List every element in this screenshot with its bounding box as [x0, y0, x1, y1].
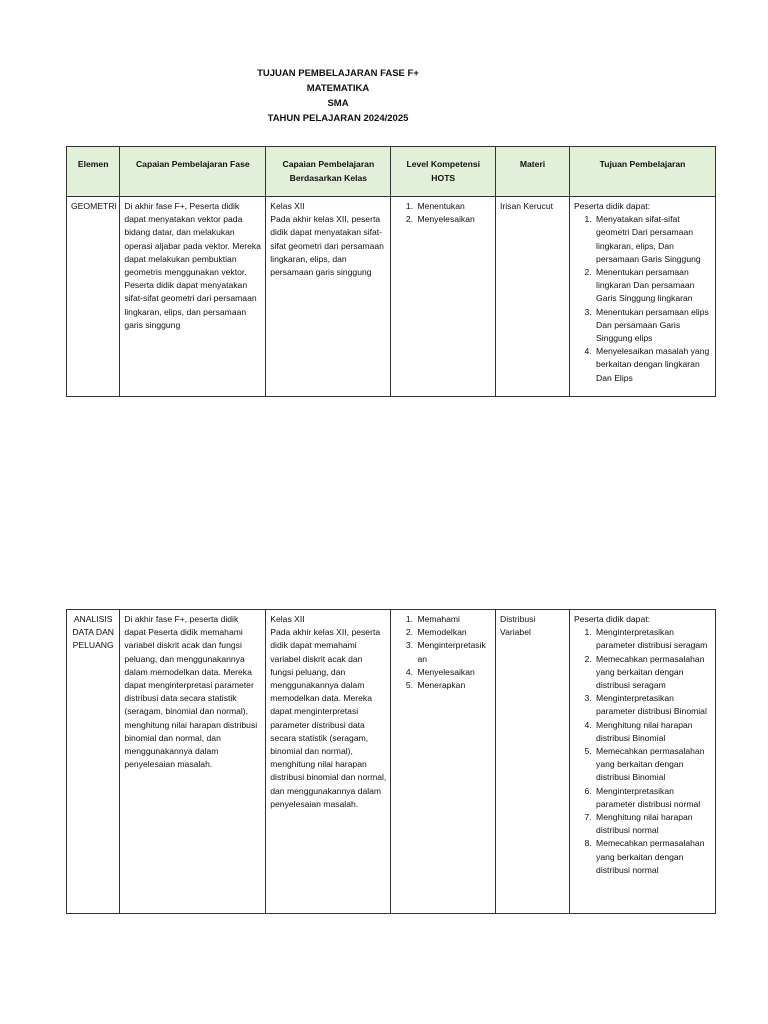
list-item: 1. Menginterpretasikan parameter distribusi seragam: [594, 626, 711, 652]
list-item: 3. Menentukan persamaan elips Dan persamaan Garis Singgung elips: [594, 306, 711, 346]
header-kelas: Capaian Pembelajaran Berdasarkan Kelas: [266, 147, 391, 197]
list-item: 5. Memecahkan permasalahan yang berkaitan dengan distribusi Binomial: [594, 745, 711, 785]
cell-tujuan: [570, 610, 716, 914]
header-level: Level Kompetensi HOTS: [391, 147, 496, 197]
cell-kelas: [266, 610, 391, 914]
list-item: 4. Menghitung nilai harapan distribusi Binomial: [594, 719, 711, 745]
list-item: 8. Memecahkan permasalahan yang berkaitan dengan distribusi normal: [594, 837, 711, 877]
title-line-1: TUJUAN PEMBELAJARAN FASE F+: [257, 68, 419, 79]
kelas-text: Pada akhir kelas XII, peserta didik dapat memahami variabel diskrit acak dan fungsi peluang, dan menggunakannya dalam memodelkan data. Mereka dapat menginterpretasi parameter distribusi data secara statistik (seragam, binomial dan normal), menghitung nilai harapan distribusi binomial dan normal, dan menggunakannya dalam penyelesaian masalah.: [270, 627, 387, 809]
list-item: 1. Menyatakan sifat-sifat geometri Dari persamaan lingkaran, elips, Dan persamaan Garis Singgung: [594, 213, 711, 266]
header-elemen: Elemen: [67, 147, 120, 197]
cell-tujuan: [570, 197, 716, 397]
tujuan-intro: Peserta didik dapat:: [574, 201, 651, 211]
list-item: 6. Menginterpretasikan parameter distribusi normal: [594, 785, 711, 811]
cell-fase: Di akhir fase F+, Peserta didik dapat menyatakan vektor pada bidang datar, dan melakukan operasi aljabar pada vektor. Mereka dapat melakukan pembuktian geometris menggunakan vektor. Peserta didik dapat menyatakan sifat-sifat geometri dari persamaan lingkaran, elips, dan persamaan garis singgung: [120, 197, 266, 397]
learning-objectives-table-1: [66, 146, 716, 397]
kelas-title: Kelas XII: [270, 201, 305, 211]
list-item: 2. Memodelkan: [415, 626, 491, 639]
cell-level: [391, 197, 496, 397]
title-line-4: TAHUN PELAJARAN 2024/2025: [267, 113, 409, 124]
title-line-2: MATEMATIKA: [306, 83, 370, 94]
list-item: 2. Menyelesaikan: [415, 213, 491, 226]
cell-materi: Distribusi Variabel: [496, 610, 570, 914]
list-item: 5. Menerapkan: [415, 679, 491, 692]
list-item: 1. Menentukan: [415, 200, 491, 213]
cell-materi: Irisan Kerucut: [496, 197, 570, 397]
tujuan-intro: Peserta didik dapat:: [574, 614, 651, 624]
list-item: 2. Memecahkan permasalahan yang berkaitan dengan distribusi seragam: [594, 653, 711, 693]
list-item: 7. Menghitung nilai harapan distribusi normal: [594, 811, 711, 837]
list-item: 1. Memahami: [415, 613, 491, 626]
cell-kelas: [266, 197, 391, 397]
learning-objectives-table-2: [66, 609, 716, 914]
kelas-title: Kelas XII: [270, 614, 305, 624]
header-row: [67, 147, 716, 197]
title-line-3: SMA: [327, 98, 349, 109]
header-materi: Materi: [496, 147, 570, 197]
cell-fase: Di akhir fase F+, peserta didik dapat Peserta didik memahami variabel diskrit acak dan fungsi peluang, dan menggunakannya dalam memodelkan data. Mereka dapat menginterpretasi parameter distribusi data secara statistik (seragam, binomial dan normal), menghitung nilai harapan distribusi binomial dan normal, dan menggunakannya dalam penyelesaian masalah.: [120, 610, 266, 914]
table-row: [67, 197, 716, 397]
cell-level: [391, 610, 496, 914]
table-row: [67, 610, 716, 914]
cell-elemen: GEOMETRI: [67, 197, 120, 397]
list-item: 3. Menginterpretasikan parameter distribusi Binomial: [594, 692, 711, 718]
cell-elemen: ANALISIS DATA DAN PELUANG: [67, 610, 120, 914]
header-tujuan: Tujuan Pembelajaran: [570, 147, 716, 197]
list-item: 2. Menentukan persamaan lingkaran Dan persamaan Garis Singgung lingkaran: [594, 266, 711, 306]
list-item: 3. Menginterpretasik an: [415, 639, 491, 665]
document-title: [168, 66, 508, 126]
list-item: 4. Menyelesaikan masalah yang berkaitan dengan lingkaran Dan Elips: [594, 345, 711, 385]
header-fase: Capaian Pembelajaran Fase: [120, 147, 266, 197]
kelas-text: Pada akhir kelas XII, peserta didik dapat menyatakan sifat-sifat geometri dari persamaan lingkaran, elips, dan persamaan garis singgung: [270, 214, 384, 278]
list-item: 4. Menyelesaikan: [415, 666, 491, 679]
